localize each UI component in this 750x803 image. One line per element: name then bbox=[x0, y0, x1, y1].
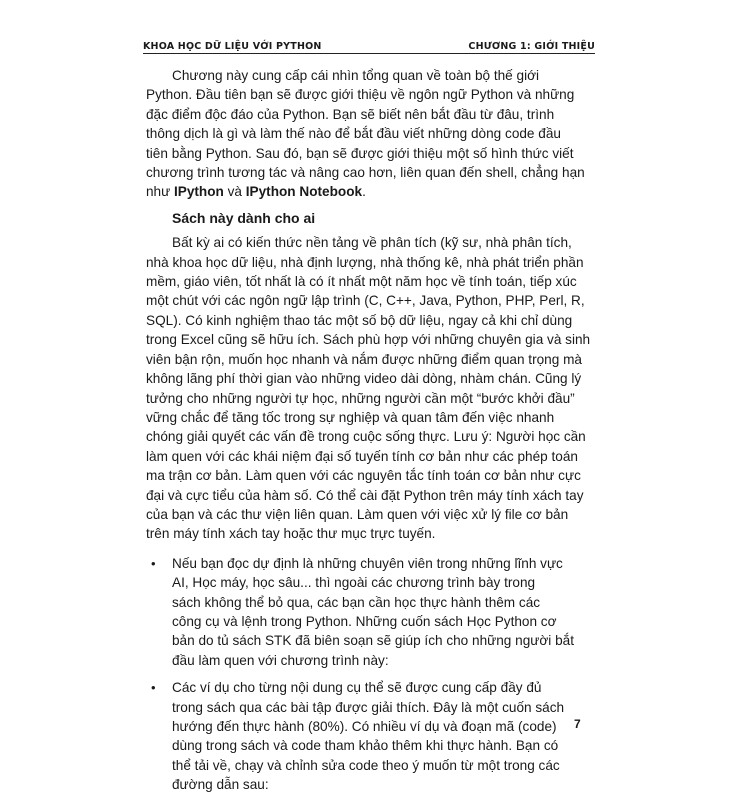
text-line: trong sách qua các bài tập được giải thích. Đây là một cuốn sách bbox=[172, 699, 565, 715]
text-line: tưởng cho những người tự học, những người cần một “bước khởi đầu” bbox=[146, 390, 575, 406]
header-chapter-title: CHƯƠNG 1: GIỚI THIỆU bbox=[468, 41, 595, 52]
text-line: vững chắc để tăng tốc trong sự nghiệp và quan tâm đến việc nhanh bbox=[146, 409, 555, 425]
text-line: một chút với các ngôn ngữ lập trình (C, C++, Java, Python, PHP, Perl, R, bbox=[146, 293, 585, 309]
text-line: đặc điểm độc đáo của Python. Bạn sẽ biết nên bắt đầu từ đâu, trình bbox=[146, 106, 555, 122]
text-line: dùng trong sách và code tham khảo thêm khi thực hành. Bạn có bbox=[172, 738, 559, 754]
audience-paragraph bbox=[146, 233, 595, 544]
text-line: thông dịch là gì và làm thế nào để bắt đầu viết những dòng code đầu bbox=[146, 126, 561, 142]
text-line: đại và cực tiểu của hàm số. Có thể cài đặt Python trên máy tính xách tay bbox=[146, 487, 584, 503]
text-line: đường dẫn sau: bbox=[172, 777, 269, 793]
bullet-item bbox=[146, 678, 595, 794]
text-fragment: như bbox=[146, 184, 174, 200]
text-line: mềm, giáo viên, tốt nhất là có ít nhất một năm học về tính toán, tiếp xúc bbox=[146, 274, 577, 290]
text-line: Chương này cung cấp cái nhìn tổng quan về toàn bộ thế giới bbox=[172, 68, 540, 83]
running-header bbox=[143, 36, 595, 54]
section-heading: Sách này dành cho ai bbox=[172, 209, 316, 226]
text-line: viên bận rộn, muốn học nhanh và nắm được những điểm quan trọng mà bbox=[146, 351, 582, 367]
text-line: hướng đến thực hành (80%). Có nhiều ví dụ và đoạn mã (code) bbox=[172, 719, 557, 734]
text-line: AI, Học máy, học sâu... thì ngoài các chương trình bày trong bbox=[172, 575, 536, 591]
text-line: tiên bằng Python. Sau đó, bạn sẽ được giới thiệu một số hình thức viết bbox=[146, 145, 574, 161]
page-number: 7 bbox=[574, 717, 581, 731]
ipython-notebook-term: IPython Notebook bbox=[245, 184, 363, 200]
header-book-title: KHOA HỌC DỮ LIỆU VỚI PYTHON bbox=[143, 41, 322, 52]
text-line: Các ví dụ cho từng nội dung cụ thể sẽ được cung cấp đầy đủ bbox=[172, 680, 542, 696]
bullet-marker: • bbox=[151, 555, 156, 571]
page-body bbox=[146, 66, 595, 803]
text-fragment: . bbox=[362, 184, 366, 200]
bullet-list bbox=[146, 554, 595, 795]
text-line: Python. Đầu tiên bạn sẽ được giới thiệu về ngôn ngữ Python và những bbox=[146, 87, 575, 103]
intro-paragraph bbox=[146, 66, 595, 202]
ipython-term: IPython bbox=[174, 184, 224, 200]
text-line: SQL). Có kinh nghiệm thao tác một số bộ dữ liệu, ngay cả khi chỉ dùng bbox=[146, 312, 573, 328]
text-line: đầu làm quen với chương trình này: bbox=[172, 652, 389, 668]
text-line: trên máy tính xách tay hoặc thư mục trực tuyến. bbox=[146, 526, 436, 542]
text-line: thể tải về, chạy và chỉnh sửa code theo ý muốn từ một trong các bbox=[172, 757, 560, 773]
text-fragment: và bbox=[223, 184, 246, 200]
text-line: ma trận cơ bản. Làm quen với các nguyên tắc tính toán cơ bản như cực bbox=[146, 468, 581, 484]
text-line: Nếu bạn đọc dự định là những chuyên viên trong những lĩnh vực bbox=[172, 555, 563, 571]
text-line: nhà khoa học dữ liệu, nhà định lượng, nhà thống kê, nhà phát triển phần bbox=[146, 254, 584, 270]
bullet-item bbox=[146, 554, 595, 670]
text-line: chương trình tương tác và nâng cao hơn, liên quan đến shell, chẳng hạn bbox=[146, 165, 585, 181]
text-line: của bạn và các thư viện liên quan. Làm quen với việc xử lý file cơ bản bbox=[146, 506, 569, 522]
text-line: sách không thể bỏ qua, các bạn cần học thực hành thêm các bbox=[172, 594, 541, 610]
text-line: trong Excel cũng sẽ hữu ích. Sách phù hợp với những chuyên gia và sinh bbox=[146, 332, 591, 348]
text-line: làm quen với các khái niệm đại số tuyến tính cơ bản như các phép toán bbox=[146, 448, 578, 464]
text-line bbox=[146, 182, 595, 201]
text-line: bản do tủ sách STK đã biên soạn sẽ giúp ích cho những người bắt bbox=[172, 633, 574, 649]
text-line: công cụ và lệnh trong Python. Những cuốn sách Học Python cơ bbox=[172, 613, 557, 629]
text-line: Bất kỳ ai có kiến thức nền tảng về phân tích (kỹ sư, nhà phân tích, bbox=[172, 235, 572, 251]
text-line: không lãng phí thời gian vào những video dài dòng, nhàm chán. Cũng lý bbox=[146, 371, 582, 387]
bullet-marker: • bbox=[151, 680, 156, 696]
text-line: chóng giải quyết các vấn đề trong cuộc sống thực. Lưu ý: Người học cần bbox=[146, 429, 586, 445]
